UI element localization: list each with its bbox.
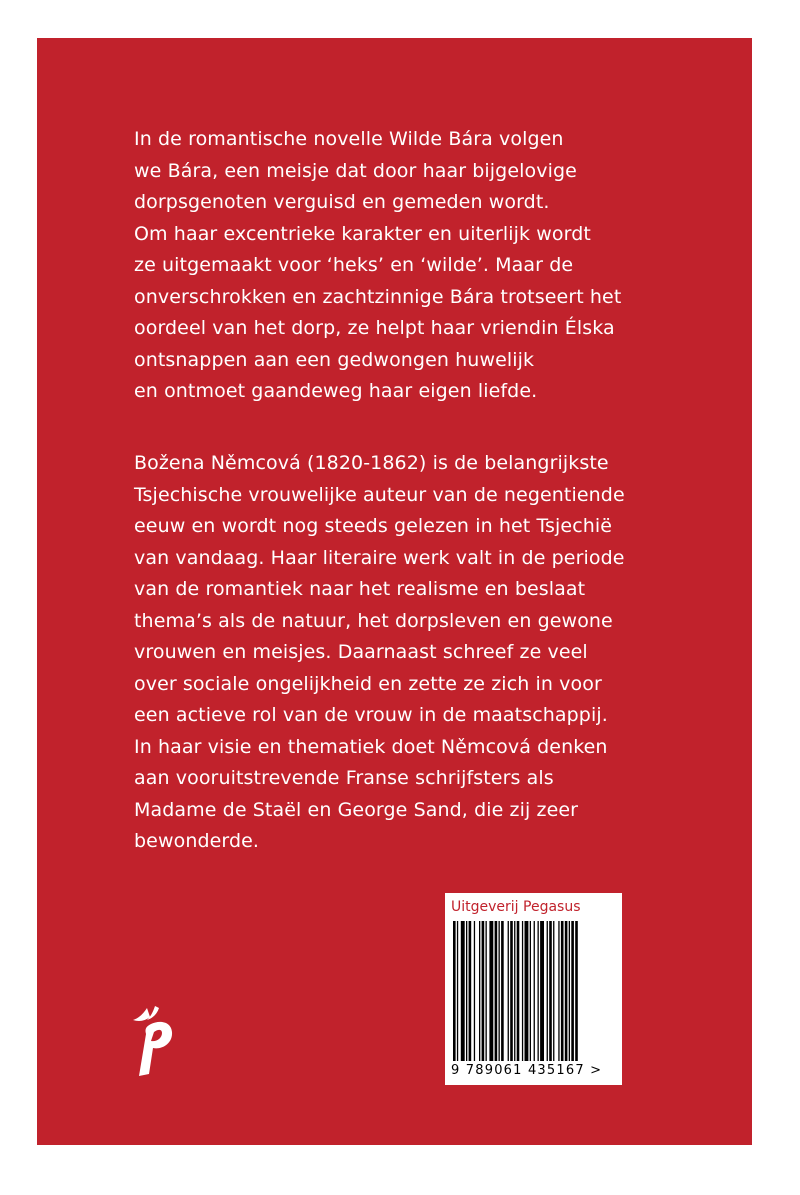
bio-line: Tsjechische vrouwelijke auteur van de negentiende xyxy=(134,483,625,506)
bio-line: eeuw en wordt nog steeds gelezen in het Tsjechië xyxy=(134,515,613,537)
author-bio-paragraph xyxy=(134,448,694,858)
blurb-line: oordeel van het dorp, ze helpt haar vriendin Élska xyxy=(134,317,615,339)
blurb-line: we Bára, een meisje dat door haar bijgelovige xyxy=(134,159,577,182)
bio-line: Madame de Staël en George Sand, die zij zeer xyxy=(134,798,579,821)
barcode-label xyxy=(445,893,622,1085)
bio-line: bewonderde. xyxy=(134,830,260,852)
bio-line: van vandaag. Haar literaire werk valt in de periode xyxy=(134,546,625,569)
bio-line: Božena Němcová (1820-1862) is de belangrijkste xyxy=(134,452,609,474)
publisher-name: Uitgeverij Pegasus xyxy=(451,899,581,915)
bio-line: over sociale ongelijkheid en zette ze zich in voor xyxy=(134,672,602,695)
blurb-line: en ontmoet gaandeweg haar eigen liefde. xyxy=(134,380,538,402)
blurb-line: ontsnappen aan een gedwongen huwelijk xyxy=(134,348,535,371)
bio-line: vrouwen en meisjes. Daarnaast schreef ze veel xyxy=(134,641,588,663)
bio-line: In haar visie en thematiek doet Němcová denken xyxy=(134,735,608,758)
bio-line: van de romantiek naar het realisme en beslaat xyxy=(134,578,586,600)
blurb-line: Om haar excentrieke karakter en uiterlijk wordt xyxy=(134,222,591,245)
barcode-icon xyxy=(453,921,615,1061)
bio-line: aan vooruitstrevende Franse schrijfsters als xyxy=(134,767,554,789)
blurb-line: ze uitgemaakt voor ‘heks’ en ‘wilde’. Maar de xyxy=(134,254,574,276)
blurb-line: In de romantische novelle Wilde Bára volgen xyxy=(134,128,564,150)
blurb-line: onverschrokken en zachtzinnige Bára trotseert het xyxy=(134,285,622,308)
isbn-number: 9 789061 435167 > xyxy=(451,1063,603,1078)
blurb-paragraph-1 xyxy=(134,124,694,408)
bio-line: thema’s als de natuur, het dorpsleven en gewone xyxy=(134,609,613,632)
blurb-line: dorpsgenoten verguisd en gemeden wordt. xyxy=(134,191,550,213)
bio-line: een actieve rol van de vrouw in de maatschappij. xyxy=(134,704,608,726)
pegasus-p-logo-icon xyxy=(131,1004,175,1088)
